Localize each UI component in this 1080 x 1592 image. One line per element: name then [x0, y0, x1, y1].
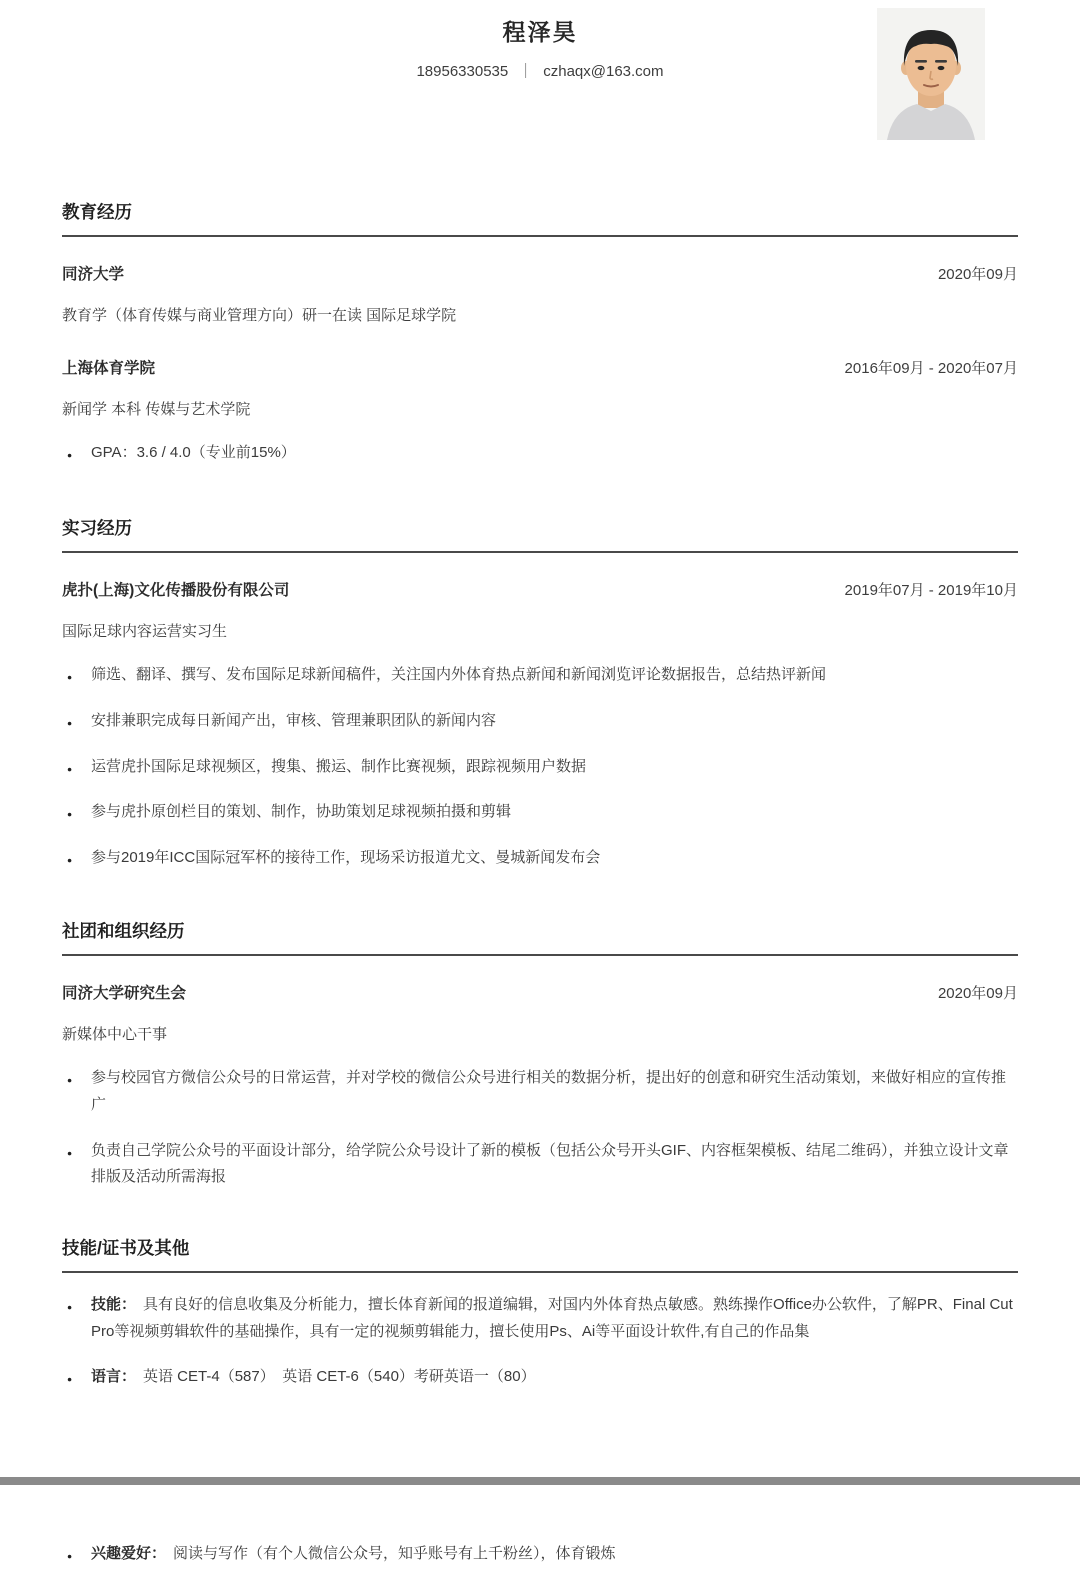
bullet-item: ● 安排兼职完成每日新闻产出，审核、管理兼职团队的新闻内容 — [62, 708, 1018, 735]
internship-date: 2019年07月 - 2019年10月 — [844, 581, 1018, 599]
bullet-item: ● 参与校园官方微信公众号的日常运营，并对学校的微信公众号进行相关的数据分析，提出好的创意和研究生活动策划，来做好相应的宣传推广 — [62, 1065, 1018, 1118]
section-internship — [62, 515, 1018, 872]
section-hobbies — [62, 1541, 1018, 1568]
bullet-item: ● 运营虎扑国际足球视频区，搜集、搬运、制作比赛视频，跟踪视频用户数据 — [62, 754, 1018, 781]
internship-section-title: 实习经历 — [62, 515, 1018, 553]
section-organization — [62, 918, 1018, 1191]
candidate-name: 程泽昊 — [502, 19, 578, 45]
section-education — [62, 199, 1018, 467]
person-avatar — [877, 8, 985, 140]
bullet-item — [62, 1364, 1018, 1391]
contact-separator: ｜ — [518, 63, 534, 80]
education-bullets — [62, 440, 1018, 467]
skills-bullets — [62, 1292, 1018, 1391]
organization-date: 2020年09月 — [937, 984, 1018, 1002]
education-date: 2020年09月 — [937, 266, 1018, 283]
section-skills — [62, 1235, 1018, 1391]
bullet-item: ● 筛选、翻译、撰写、发布国际足球新闻稿件，关注国内外体育热点新闻和新闻浏览评论数据报告，总结热评新闻 — [62, 662, 1018, 689]
organization-bullets — [62, 1065, 1018, 1191]
phone-number: 18956330535 — [416, 63, 509, 80]
language-text: 英语 CET-4（587） 英语 CET-6（540）考研英语一（80） — [143, 1368, 536, 1386]
skill-text: 具有良好的信息收集及分析能力，擅长体育新闻的报道编辑，对国内外体育热点敏感。熟练操作Office办公软件，了解PR、Final Cut Pro等视频剪辑软件的基础操作，具有一定的视频剪辑能力，擅长使用Ps、Ai等平面设计软件,有自己的作品集 — [91, 1295, 1013, 1340]
internship-role: 国际足球内容运营实习生 — [62, 622, 228, 640]
organization-section-title: 社团和组织经历 — [62, 918, 1018, 956]
bullet-item: ● 负责自己学院公众号的平面设计部分，给学院公众号设计了新的模板（包括公众号开头GIF、内容框架模板、结尾二维码），并独立设计文章排版及活动所需海报 — [62, 1138, 1018, 1191]
company-name: 虎扑(上海)文化传播股份有限公司 — [62, 581, 290, 599]
hobby-label: 兴趣爱好： — [91, 1544, 167, 1562]
education-degree: 新闻学 本科 传媒与艺术学院 — [62, 400, 251, 418]
bullet-item — [62, 1292, 1018, 1345]
education-date: 2016年09月 - 2020年07月 — [844, 359, 1018, 377]
bullet-item — [62, 1541, 1018, 1568]
hobby-bullets — [62, 1541, 1018, 1568]
email-address: czhaqx@163.com — [543, 63, 664, 80]
language-label: 语言： — [91, 1368, 137, 1386]
education-entry — [62, 262, 1018, 284]
education-degree: 教育学（体育传媒与商业管理方向）研一在读 国际足球学院 — [62, 307, 457, 324]
skill-label: 技能： — [91, 1295, 137, 1313]
internship-entry — [62, 578, 1018, 600]
skills-section-title: 技能/证书及其他 — [62, 1235, 1018, 1273]
page-break-divider — [0, 1477, 1080, 1485]
organization-role: 新媒体中心干事 — [62, 1025, 168, 1043]
school-name: 同济大学 — [62, 266, 125, 283]
organization-name: 同济大学研究生会 — [62, 984, 187, 1002]
profile-photo — [877, 8, 985, 140]
education-entry — [62, 356, 1018, 378]
internship-bullets — [62, 662, 1018, 871]
hobby-text: 阅读与写作（有个人微信公众号，知乎账号有上千粉丝），体育锻炼 — [173, 1544, 616, 1562]
organization-entry — [62, 981, 1018, 1003]
contact-line — [62, 60, 1018, 81]
bullet-item: ● 参与2019年ICC国际冠军杯的接待工作，现场采访报道尤文、曼城新闻发布会 — [62, 845, 1018, 872]
school-name: 上海体育学院 — [62, 359, 156, 377]
bullet-item: ● GPA：3.6 / 4.0（专业前15%） — [62, 440, 1018, 467]
education-section-title: 教育经历 — [62, 199, 1018, 237]
bullet-item: ● 参与虎扑原创栏目的策划、制作，协助策划足球视频拍摄和剪辑 — [62, 799, 1018, 826]
